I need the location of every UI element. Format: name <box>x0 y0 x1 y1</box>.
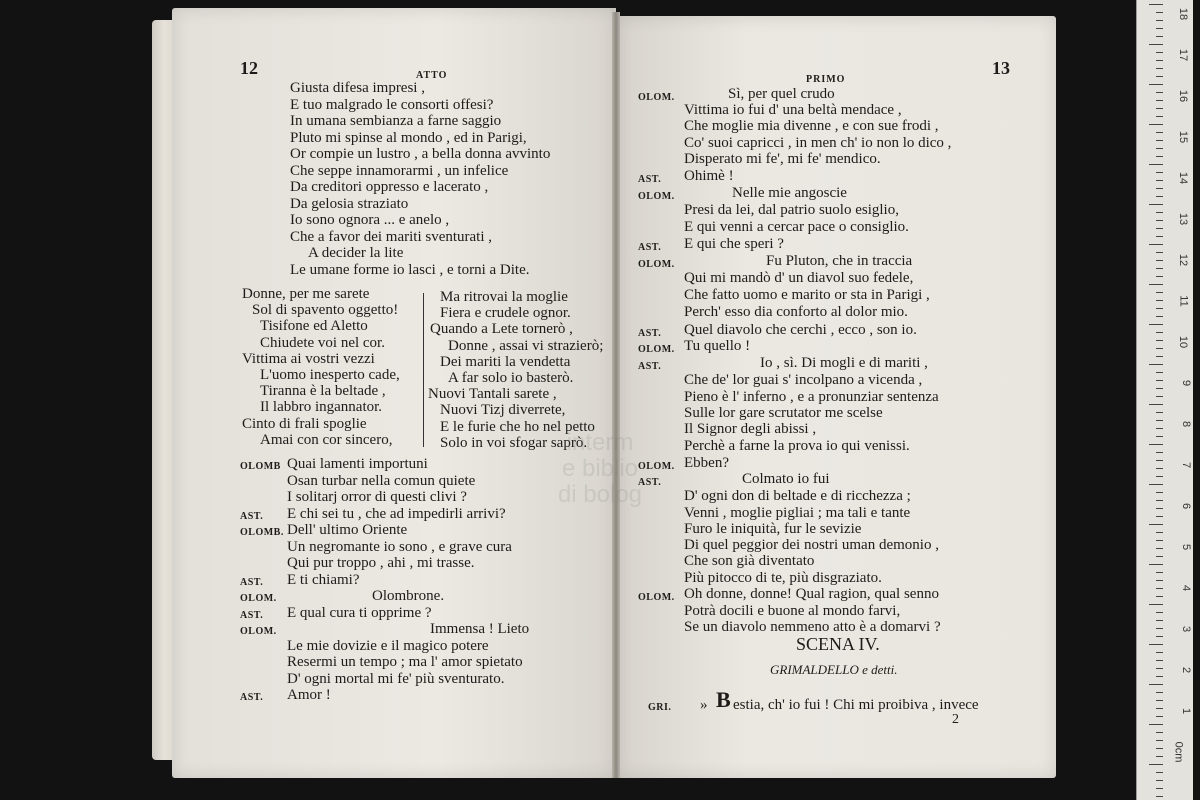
ruler-tick <box>1156 588 1163 589</box>
ruler-number: 18 <box>1176 7 1189 21</box>
ruler-number: 1 <box>1179 707 1192 715</box>
verse-line: Tisifone ed Aletto <box>260 318 368 335</box>
ruler-tick <box>1149 204 1163 205</box>
ruler-tick <box>1149 764 1163 765</box>
verse-line: Chiudete voi nel cor. <box>260 334 385 351</box>
dialogue-line: Le mie dovizie e il magico potere <box>287 637 489 654</box>
dialogue-line: Che moglie mia divenne , e con sue frodi , <box>684 118 939 134</box>
library-watermark <box>520 430 680 508</box>
ruler-tick <box>1156 732 1163 733</box>
speaker-label: AST. <box>240 576 264 588</box>
dialogue-line: Perch' esso dia conforto al dolor mio. <box>684 304 908 320</box>
dialogue-line: Che fatto uomo e marito or sta in Parigi , <box>684 287 930 303</box>
ruler-tick <box>1149 684 1163 685</box>
ruler-tick <box>1156 188 1163 189</box>
verse-line: Tiranna è la beltade , <box>260 383 386 400</box>
ruler-tick <box>1156 652 1163 653</box>
verse-line: Donne , assai vi strazierò; <box>448 337 604 354</box>
text-line: Le umane forme io lasci , e torni a Dite. <box>290 261 530 278</box>
dialogue-line: Se un diavolo nemmeno atto è a domarvi ? <box>684 619 941 635</box>
measuring-ruler <box>1136 0 1193 800</box>
ruler-tick <box>1149 124 1163 125</box>
text-line: Giusta difesa impresi , <box>290 80 425 96</box>
ruler-number: 0cm <box>1172 741 1185 763</box>
speaker-label: OLOM. <box>638 344 675 355</box>
ruler-tick <box>1156 612 1163 613</box>
dialogue-line: Venni , moglie pigliai ; ma tali e tante <box>684 505 911 521</box>
dialogue-line: Tu quello ! <box>684 338 751 354</box>
ruler-number: 12 <box>1176 253 1189 267</box>
dialogue-line: Immensa ! Lieto <box>430 621 530 637</box>
ruler-tick <box>1156 692 1163 693</box>
speaker-label: OLOMB <box>240 461 281 472</box>
dialogue-line: Che de' lor guai s' incolpano a vicenda , <box>684 372 923 388</box>
ruler-tick <box>1156 292 1163 293</box>
ruler-tick <box>1156 148 1163 149</box>
ruler-tick <box>1156 36 1163 37</box>
dialogue-line: Amor ! <box>287 687 331 703</box>
ruler-tick <box>1156 212 1163 213</box>
ruler-tick <box>1156 268 1163 269</box>
ruler-tick <box>1156 228 1163 229</box>
text-line: Da creditori oppresso e lacerato , <box>290 179 489 195</box>
verse-line: L'uomo inesperto cade, <box>260 367 400 383</box>
ruler-tick <box>1156 100 1163 101</box>
ruler-number: 16 <box>1176 89 1189 103</box>
verse-line: Cinto di frali spoglie <box>242 415 367 432</box>
verse-line: Ma ritrovai la moglie <box>440 289 568 305</box>
text-line: A decider la lite <box>308 245 404 261</box>
ruler-tick <box>1156 308 1163 309</box>
ruler-number: 9 <box>1179 379 1192 387</box>
speaker-label: AST. <box>638 242 662 253</box>
ruler-tick <box>1156 500 1163 501</box>
ruler-tick <box>1156 276 1163 277</box>
text-line: Or compie un lustro , a bella donna avvinto <box>290 146 551 162</box>
dialogue-line: Qui mi mandò d' un diavol suo fedele, <box>684 270 914 286</box>
speaker-label: GRI. <box>648 702 672 713</box>
dialogue-line: Più pitocco di te, più disgraziato. <box>684 570 882 586</box>
ruler-tick <box>1156 388 1163 389</box>
ruler-tick <box>1156 348 1163 349</box>
ruler-tick <box>1149 44 1163 45</box>
ruler-tick <box>1156 260 1163 261</box>
ruler-tick <box>1156 316 1163 317</box>
dialogue-line: Vittima io fui d' una beltà mendace , <box>684 102 902 118</box>
dialogue-line: Di quel peggior dei nostri uman demonio , <box>684 537 939 553</box>
verse-line: Vittima ai vostri vezzi <box>242 350 375 367</box>
speaker-label: AST. <box>240 609 264 621</box>
text-line: In umana sembianza a farne saggio <box>290 113 502 129</box>
ruler-tick <box>1156 532 1163 533</box>
ruler-tick <box>1156 740 1163 741</box>
text-line: Che seppe innamorarmi , un infelice <box>290 162 509 179</box>
ruler-tick <box>1156 180 1163 181</box>
ruler-tick <box>1156 700 1163 701</box>
ruler-tick <box>1149 404 1163 405</box>
ruler-number: 8 <box>1179 420 1192 428</box>
dialogue-line: E qual cura ti opprime ? <box>287 604 432 621</box>
speaker-label: OLOM. <box>638 191 675 202</box>
dialogue-line: I solitarj orror di questi clivi ? <box>287 489 467 505</box>
ruler-tick <box>1156 572 1163 573</box>
verse-line: Solo in voi sfogar saprò. <box>440 434 588 451</box>
ruler-tick <box>1156 660 1163 661</box>
verse-line: Amai con cor sincero, <box>260 431 393 448</box>
running-header-left: ATTO <box>416 70 448 81</box>
ruler-tick <box>1156 708 1163 709</box>
ruler-tick <box>1156 556 1163 557</box>
ruler-tick <box>1149 324 1163 325</box>
watermark-line: interm <box>566 429 634 456</box>
ruler-tick <box>1156 428 1163 429</box>
ruler-number: 10 <box>1176 335 1189 349</box>
verse-line: Il labbro ingannator. <box>260 399 383 416</box>
ruler-tick <box>1149 724 1163 725</box>
drop-cap: B <box>716 687 731 712</box>
ruler-tick <box>1149 524 1163 525</box>
speaker-label: OLOM. <box>638 461 675 472</box>
ruler-tick <box>1156 628 1163 629</box>
quote-mark: » <box>700 697 708 713</box>
verse-line: Nuovi Tantali sarete , <box>428 386 557 403</box>
ruler-number: 17 <box>1176 48 1189 62</box>
dialogue-line: Sulle lor gare scrutator me scelse <box>684 405 883 421</box>
dialogue-line: Quai lamenti importuni <box>287 456 428 472</box>
ruler-tick <box>1156 412 1163 413</box>
ruler-tick <box>1156 788 1163 789</box>
page-number-left: 12 <box>240 58 258 78</box>
ruler-number: 6 <box>1179 502 1192 510</box>
scene-title: SCENA IV. <box>796 634 880 654</box>
dialogue-line: Ohimè ! <box>684 168 734 184</box>
dialogue-line: E chi sei tu , che ad impedirli arrivi? <box>287 505 506 522</box>
ruler-tick <box>1156 748 1163 749</box>
dialogue-line: Co' suoi capricci , in men ch' io non lo dico , <box>684 135 952 151</box>
ruler-tick <box>1156 116 1163 117</box>
text-line: Io sono ognora ... e anelo , <box>290 212 450 228</box>
ruler-tick <box>1156 300 1163 301</box>
ruler-tick <box>1156 676 1163 677</box>
ruler-tick <box>1156 108 1163 109</box>
ruler-number: 7 <box>1179 461 1192 469</box>
dialogue-line: Che son già diventato <box>684 553 815 569</box>
dialogue-line: Un negromante io sono , e grave cura <box>287 538 512 555</box>
ruler-tick <box>1156 492 1163 493</box>
watermark-line: di bolog <box>557 481 643 508</box>
ruler-tick <box>1156 68 1163 69</box>
verse-line: E le furie che ho nel petto <box>440 418 595 435</box>
scene-characters: GRIMALDELLO e detti. <box>770 662 898 677</box>
dialogue-line: Fu Pluton, che in traccia <box>766 253 913 269</box>
ruler-tick <box>1156 476 1163 477</box>
dialogue-line: Potrà docili e buone al mondo farvi, <box>684 603 901 619</box>
ruler-number: 4 <box>1179 584 1192 592</box>
ruler-tick <box>1156 420 1163 421</box>
speaker-label: AST. <box>638 477 662 488</box>
dialogue-line: Pieno è l' inferno , e a pronunziar sentenza <box>684 389 939 405</box>
speaker-label: AST. <box>240 510 264 522</box>
text-line: Da gelosia straziato <box>290 195 409 212</box>
ruler-number: 13 <box>1176 212 1189 226</box>
dialogue-line: Ebben? <box>684 455 729 471</box>
ruler-tick <box>1156 772 1163 773</box>
speaker-label: AST. <box>638 361 662 372</box>
last-line: estia, ch' io fui ! Chi mi proibiva , invece <box>733 697 979 713</box>
speaker-label: OLOM. <box>240 626 277 637</box>
verse-line: Sol di spavento oggetto! <box>252 302 399 319</box>
ruler-tick <box>1149 364 1163 365</box>
ruler-tick <box>1156 236 1163 237</box>
ruler-tick <box>1156 468 1163 469</box>
verse-line: A far solo io basterò. <box>448 370 574 386</box>
ruler-tick <box>1149 604 1163 605</box>
dialogue-line: Nelle mie angoscie <box>732 185 847 201</box>
ruler-tick <box>1156 332 1163 333</box>
ruler-number: 15 <box>1176 130 1189 144</box>
dialogue-line: Furo le iniquità, fur le sevizie <box>684 521 862 537</box>
ruler-number: 2 <box>1179 666 1192 674</box>
dialogue-line: D' ogni mortal mi fe' più sventurato. <box>287 670 505 687</box>
ruler-tick <box>1156 596 1163 597</box>
ruler-tick <box>1156 172 1163 173</box>
speaker-label: OLOM. <box>240 593 277 604</box>
page-number-right: 13 <box>992 58 1010 78</box>
ruler-tick <box>1156 28 1163 29</box>
ruler-tick <box>1156 548 1163 549</box>
book-gutter <box>612 12 620 778</box>
dialogue-line: Colmato io fui <box>742 471 830 487</box>
ruler-tick <box>1156 252 1163 253</box>
ruler-tick <box>1149 4 1163 5</box>
ruler-tick <box>1156 580 1163 581</box>
text-line: E tuo malgrado le consorti offesi? <box>290 96 494 113</box>
ruler-tick <box>1156 52 1163 53</box>
ruler-tick <box>1156 508 1163 509</box>
ruler-tick <box>1156 460 1163 461</box>
ruler-tick <box>1149 564 1163 565</box>
ruler-tick <box>1156 20 1163 21</box>
running-header-right: PRIMO <box>806 74 846 85</box>
ruler-tick <box>1149 444 1163 445</box>
ruler-tick <box>1156 12 1163 13</box>
verse-line: Dei mariti la vendetta <box>440 353 571 370</box>
ruler-tick <box>1156 452 1163 453</box>
ruler-tick <box>1156 76 1163 77</box>
ruler-tick <box>1156 356 1163 357</box>
ruler-tick <box>1156 796 1163 797</box>
ruler-tick <box>1156 668 1163 669</box>
verse-line: Nuovi Tizj diverrete, <box>440 402 566 419</box>
ruler-tick <box>1156 540 1163 541</box>
ruler-number: 3 <box>1179 625 1192 633</box>
watermark-line: e biblio <box>561 455 639 482</box>
speaker-label: OLOM. <box>638 92 675 103</box>
ruler-tick <box>1156 780 1163 781</box>
dialogue-line: Qui pur troppo , ahi , mi trasse. <box>287 555 475 571</box>
ruler-number: 11 <box>1177 295 1190 307</box>
dialogue-line: E qui venni a cercar pace o consiglio. <box>684 219 909 235</box>
ruler-tick <box>1149 244 1163 245</box>
dialogue-line: D' ogni don di beltade e di ricchezza ; <box>684 488 911 504</box>
text-line: Che a favor dei mariti sventurati , <box>290 228 493 245</box>
dialogue-line: Io , sì. Di mogli e di mariti , <box>760 355 928 371</box>
ruler-tick <box>1156 92 1163 93</box>
text-line: Pluto mi spinse al mondo , ed in Parigi, <box>290 129 527 146</box>
speaker-label: AST. <box>638 328 662 339</box>
speaker-label: AST. <box>638 174 662 185</box>
speaker-label: OLOM. <box>638 592 675 603</box>
ruler-tick <box>1149 164 1163 165</box>
ruler-tick <box>1156 372 1163 373</box>
ruler-tick <box>1149 644 1163 645</box>
ruler-tick <box>1156 436 1163 437</box>
ruler-tick <box>1156 716 1163 717</box>
ruler-tick <box>1156 156 1163 157</box>
dialogue-line: Oh donne, donne! Qual ragion, qual senno <box>684 586 939 602</box>
ruler-tick <box>1149 284 1163 285</box>
dialogue-line: Perchè a farne la prova io qui venissi. <box>684 438 910 454</box>
dialogue-line: Sì, per quel crudo <box>728 86 835 102</box>
ruler-tick <box>1156 140 1163 141</box>
ruler-tick <box>1156 60 1163 61</box>
ruler-tick <box>1156 620 1163 621</box>
ruler-tick <box>1149 84 1163 85</box>
ruler-tick <box>1156 636 1163 637</box>
dialogue-line: Presi da lei, dal patrio suolo esiglio, <box>684 202 899 218</box>
verse-line: Fiera e crudele ognor. <box>440 305 571 322</box>
dialogue-line: E qui che speri ? <box>684 236 784 252</box>
dialogue-line: Osan turbar nella comun quiete <box>287 472 476 489</box>
signature-mark: 2 <box>952 712 959 727</box>
ruler-tick <box>1156 380 1163 381</box>
dialogue-line: Disperato mi fe', mi fe' mendico. <box>684 151 881 167</box>
column-divider <box>423 293 424 447</box>
ruler-tick <box>1156 340 1163 341</box>
verse-line: Donne, per me sarete <box>242 286 370 302</box>
dialogue-line: E ti chiami? <box>287 571 360 588</box>
ruler-tick <box>1156 396 1163 397</box>
ruler-tick <box>1156 516 1163 517</box>
ruler-number: 14 <box>1176 171 1189 185</box>
speaker-label: OLOM. <box>638 259 675 270</box>
dialogue-line: Dell' ultimo Oriente <box>287 522 408 538</box>
verse-line: Quando a Lete tornerò , <box>430 321 573 338</box>
dialogue-line: Quel diavolo che cerchi , ecco , son io. <box>684 322 917 338</box>
speaker-label: AST. <box>240 692 264 703</box>
ruler-tick <box>1156 756 1163 757</box>
ruler-tick <box>1156 196 1163 197</box>
ruler-tick <box>1156 220 1163 221</box>
ruler-tick <box>1156 132 1163 133</box>
dialogue-line: Olombrone. <box>372 588 445 604</box>
speaker-label: OLOMB. <box>240 527 284 538</box>
ruler-number: 5 <box>1179 543 1192 551</box>
ruler-tick <box>1149 484 1163 485</box>
dialogue-line: Il Signor degli abissi , <box>684 421 817 437</box>
dialogue-line: Resermi un tempo ; ma l' amor spietato <box>287 654 523 670</box>
